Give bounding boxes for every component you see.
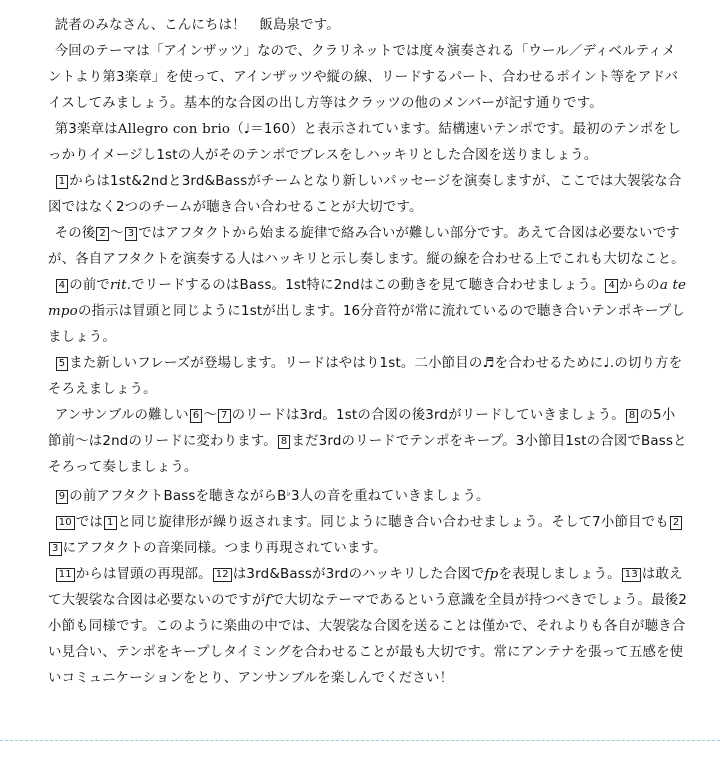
- rehearsal-mark: 3: [125, 227, 138, 241]
- text-run: ではアフタクトから始まる旋律で絡み合いが難しい部分です。あえて合図は必要ないですが、各自アフタクトを演奏する人はハッキリと示し奏します。縦の線を合わせる上でこれも大切なこと。: [48, 226, 685, 267]
- music-term: rit.: [110, 278, 132, 293]
- rehearsal-mark: 7: [218, 409, 231, 423]
- rehearsal-mark: 2: [670, 516, 683, 530]
- rehearsal-mark: 6: [190, 409, 203, 423]
- text-run: の前で: [69, 278, 111, 293]
- rehearsal-mark: 9: [56, 490, 69, 504]
- text-run: その後: [54, 226, 96, 241]
- rehearsal-mark: 8: [278, 435, 291, 449]
- rehearsal-mark: 4: [56, 279, 69, 293]
- text-run: アンサンブルの難しい: [54, 408, 189, 423]
- text-run: の前アフタクトBassを聴きながらB: [69, 489, 287, 504]
- text-run: 今回のテーマは「アインザッツ」なので、クラリネットでは度々演奏される「ウール／ディベルティメントより第3楽章」を使って、アインザッツや縦の線、リードするパート、合わせるポイント等をアドバイスしてみましょう。基本的な合図の出し方等はクラッツの他のメンバーが記す通りです。: [48, 44, 679, 111]
- rehearsal-mark: 11: [56, 568, 75, 582]
- text-run: まだ3rdのリードでテンポをキープ。3小節目1stの合図でBassとそろって奏しましょう。: [48, 434, 687, 475]
- paragraph: [48, 481, 688, 510]
- text-run: では: [75, 515, 103, 530]
- paragraph: [48, 403, 688, 481]
- text-run: を表現しましょう。: [498, 567, 621, 582]
- music-term: a tempo: [48, 278, 687, 319]
- flat-symbol: ♭: [286, 489, 291, 499]
- text-run: は3rd&Bassが3rdのハッキリした合図で: [232, 567, 485, 582]
- paragraph: [48, 510, 688, 562]
- text-run: （♩＝160）と表示されています。結構速いテンポです。最初のテンポをしっかりイメージし1stの人がそのテンポでブレスをしハッキリとした合図を送りましょう。: [48, 122, 681, 163]
- rehearsal-mark: 10: [56, 516, 75, 530]
- paragraph: [48, 351, 688, 403]
- text-run: を合わせるために♩.の切り方をそろえましょう。: [48, 356, 683, 397]
- text-run: のリードは3rd。1stの合図の後3rdがリードしていきましょう。: [231, 408, 625, 423]
- paragraph: [48, 273, 688, 351]
- rehearsal-mark: 3: [49, 542, 62, 556]
- text-run: 3人の音を重ねていきましょう。: [290, 489, 490, 504]
- text-run: 〜: [203, 408, 218, 423]
- paragraph: [48, 117, 688, 169]
- rehearsal-mark: 1: [104, 516, 117, 530]
- text-run: からは1st&2ndと3rd&Bassがチームとなり新しいパッセージを演奏しますが、ここでは大袈裟な合図ではなく2つのチームが聴き合い合わせることが大切です。: [48, 174, 682, 215]
- tempo-marking: ♬: [482, 356, 495, 371]
- rehearsal-mark: 1: [56, 175, 69, 189]
- text-run: にアフタクトの音楽同様。つまり再現されています。: [62, 541, 387, 556]
- rehearsal-mark: 8: [626, 409, 639, 423]
- rehearsal-mark: 4: [605, 279, 618, 293]
- text-run: は敢えて大袈裟な合図は必要ないのですが: [48, 567, 683, 608]
- paragraph: [48, 169, 688, 221]
- paragraph: [48, 562, 688, 692]
- text-run: の指示は冒頭と同じように1stが出します。16分音符が常に流れているので聴き合いテンポキープしましょう。: [48, 304, 686, 345]
- music-term: f: [265, 593, 271, 608]
- text-run: の5小節前〜は2ndのリードに変わります。: [48, 408, 676, 449]
- tempo-marking: Allegro con brio: [117, 122, 231, 137]
- rehearsal-mark: 2: [96, 227, 109, 241]
- paragraph: [48, 39, 688, 117]
- text-run: 第3楽章は: [54, 122, 118, 137]
- paragraph: [48, 13, 688, 39]
- paragraph: [48, 221, 688, 273]
- article-body: [48, 13, 688, 692]
- rehearsal-mark: 13: [622, 568, 641, 582]
- rehearsal-mark: 12: [213, 568, 232, 582]
- dashed-divider: [0, 740, 720, 741]
- text-run: 〜: [110, 226, 124, 241]
- music-term: fp: [484, 567, 499, 582]
- text-run: 読者のみなさん、こんにちは！ 飯島泉です。: [54, 18, 340, 33]
- text-run: でリードするのはBass。1st特に2ndはこの動きを見て聴き合わせましょう。: [131, 278, 605, 293]
- text-run: また新しいフレーズが登場します。リードはやはり1st。二小節目の: [69, 356, 483, 371]
- text-run: と同じ旋律形が繰り返されます。同じように聴き合い合わせましょう。そして7小節目でも: [117, 515, 669, 530]
- text-run: で大切なテーマであるという意識を全員が持つべきでしょう。最後2小節も同様です。このように楽曲の中では、大袈裟な合図を送ることは僅かで、それよりも各自が聴き合い見合い、テンポをキープしタイミングを合わせることが最も大切です。常にアンテナを張って五感を使いコミュニケーションをとり、アンサンブルを楽しんでください！: [48, 593, 688, 686]
- text-run: からは冒頭の再現部。: [75, 567, 212, 582]
- text-run: からの: [619, 278, 660, 293]
- rehearsal-mark: 5: [56, 357, 69, 371]
